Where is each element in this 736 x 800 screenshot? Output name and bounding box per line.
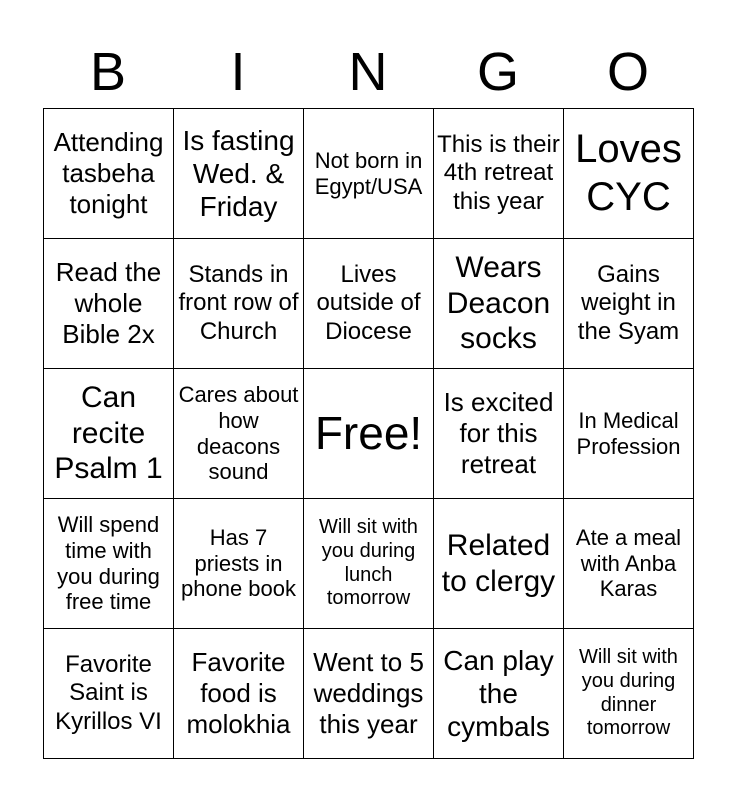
bingo-cell[interactable]: Not born in Egypt/USA	[304, 109, 434, 239]
bingo-cell[interactable]: Is excited for this retreat	[434, 369, 564, 499]
header-letter-i: I	[230, 42, 246, 102]
board-row	[44, 239, 694, 369]
header-letter-n: N	[348, 42, 388, 102]
bingo-cell[interactable]: Gains weight in the Syam	[564, 239, 694, 369]
bingo-cell[interactable]: This is their 4th retreat this year	[434, 109, 564, 239]
bingo-cell[interactable]: Cares about how deacons sound	[174, 369, 304, 499]
bingo-board	[43, 108, 694, 759]
bingo-cell[interactable]: Will spend time with you during free time	[44, 499, 174, 629]
bingo-cell[interactable]: Will sit with you during lunch tomorrow	[304, 499, 434, 629]
bingo-cell[interactable]: In Medical Profession	[564, 369, 694, 499]
bingo-cell[interactable]: Attending tasbeha tonight	[44, 109, 174, 239]
bingo-cell[interactable]: Can recite Psalm 1	[44, 369, 174, 499]
bingo-header	[43, 40, 693, 104]
bingo-cell[interactable]: Favorite Saint is Kyrillos VI	[44, 629, 174, 759]
header-letter-o: O	[606, 42, 649, 102]
bingo-cell[interactable]: Lives outside of Diocese	[304, 239, 434, 369]
board-row	[44, 369, 694, 499]
header-letter-b: B	[89, 42, 127, 102]
bingo-cell[interactable]: Favorite food is molokhia	[174, 629, 304, 759]
bingo-cell[interactable]: Loves CYC	[564, 109, 694, 239]
free-space-cell[interactable]: Free!	[304, 369, 434, 499]
header-letter-g: G	[476, 42, 519, 102]
bingo-cell[interactable]: Ate a meal with Anba Karas	[564, 499, 694, 629]
bingo-cell[interactable]: Went to 5 weddings this year	[304, 629, 434, 759]
bingo-cell[interactable]: Will sit with you during dinner tomorrow	[564, 629, 694, 759]
bingo-cell[interactable]: Stands in front row of Church	[174, 239, 304, 369]
board-row	[44, 499, 694, 629]
bingo-cell[interactable]: Has 7 priests in phone book	[174, 499, 304, 629]
board-row	[44, 629, 694, 759]
board-row	[44, 109, 694, 239]
bingo-cell[interactable]: Read the whole Bible 2x	[44, 239, 174, 369]
bingo-cell[interactable]: Is fasting Wed. & Friday	[174, 109, 304, 239]
bingo-cell[interactable]: Related to clergy	[434, 499, 564, 629]
bingo-cell[interactable]: Can play the cymbals	[434, 629, 564, 759]
bingo-cell[interactable]: Wears Deacon socks	[434, 239, 564, 369]
